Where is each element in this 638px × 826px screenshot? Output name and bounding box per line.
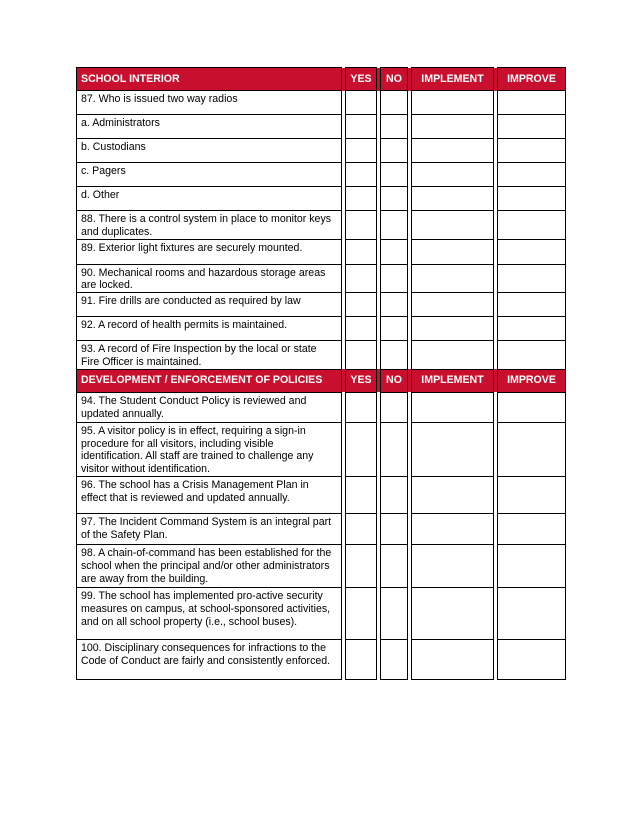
answer-box-improve[interactable]	[498, 293, 566, 317]
checklist-row	[77, 293, 566, 317]
answer-box-yes[interactable]	[346, 587, 377, 639]
answer-box-improve[interactable]	[498, 239, 566, 264]
answer-box-improve[interactable]	[498, 392, 566, 422]
answer-box-no[interactable]	[381, 211, 408, 240]
answer-box-no[interactable]	[381, 422, 408, 476]
answer-box-yes[interactable]	[346, 639, 377, 679]
answer-box-yes[interactable]	[346, 422, 377, 476]
answer-box-no[interactable]	[381, 115, 408, 139]
checklist-row	[77, 115, 566, 139]
answer-box-no[interactable]	[381, 264, 408, 293]
answer-box-improve[interactable]	[498, 91, 566, 115]
question-text: 94. The Student Conduct Policy is reviewed and updated annually.	[77, 392, 342, 422]
question-text: 91. Fire drills are conducted as required by law	[77, 293, 342, 317]
answer-box-improve[interactable]	[498, 317, 566, 341]
answer-box-improve[interactable]	[498, 639, 566, 679]
answer-box-no[interactable]	[381, 187, 408, 211]
answer-box-yes[interactable]	[346, 211, 377, 240]
column-header-yes: YES	[346, 369, 377, 392]
checklist-row	[77, 239, 566, 264]
column-header-improve: IMPROVE	[498, 369, 566, 392]
answer-box-yes[interactable]	[346, 91, 377, 115]
answer-box-improve[interactable]	[498, 422, 566, 476]
question-text: 88. There is a control system in place to monitor keys and duplicates.	[77, 211, 342, 240]
question-text: 89. Exterior light fixtures are securely mounted.	[77, 239, 342, 264]
answer-box-improve[interactable]	[498, 264, 566, 293]
answer-box-implement[interactable]	[412, 211, 494, 240]
answer-box-implement[interactable]	[412, 422, 494, 476]
answer-box-no[interactable]	[381, 392, 408, 422]
answer-box-implement[interactable]	[412, 639, 494, 679]
column-header-no: NO	[381, 369, 408, 392]
answer-box-no[interactable]	[381, 476, 408, 513]
answer-box-implement[interactable]	[412, 239, 494, 264]
question-text: 90. Mechanical rooms and hazardous storage areas are locked.	[77, 264, 342, 293]
answer-box-improve[interactable]	[498, 163, 566, 187]
section-title: DEVELOPMENT / ENFORCEMENT OF POLICIES	[77, 369, 342, 392]
answer-box-no[interactable]	[381, 139, 408, 163]
answer-box-improve[interactable]	[498, 587, 566, 639]
question-text: 98. A chain-of-command has been established for the school when the principal and/or other administrators are away from the building.	[77, 544, 342, 587]
answer-box-no[interactable]	[381, 293, 408, 317]
checklist-row	[77, 341, 566, 370]
question-text: 99. The school has implemented pro-active security measures on campus, at school-sponsored activities, and on all school property (i.e., school buses).	[77, 587, 342, 639]
answer-box-no[interactable]	[381, 239, 408, 264]
answer-box-yes[interactable]	[346, 544, 377, 587]
checklist-body	[77, 68, 566, 680]
answer-box-yes[interactable]	[346, 476, 377, 513]
question-text: 87. Who is issued two way radios	[77, 91, 342, 115]
question-text: 95. A visitor policy is in effect, requiring a sign-in procedure for all visitors, including visible identification. All staff are trained to challenge any visitor without identification.	[77, 422, 342, 476]
checklist-row	[77, 317, 566, 341]
answer-box-implement[interactable]	[412, 163, 494, 187]
answer-box-no[interactable]	[381, 341, 408, 370]
section-title: SCHOOL INTERIOR	[77, 68, 342, 91]
column-header-yes: YES	[346, 68, 377, 91]
checklist-row	[77, 476, 566, 513]
answer-box-no[interactable]	[381, 317, 408, 341]
checklist-row	[77, 587, 566, 639]
question-text: a. Administrators	[77, 115, 342, 139]
column-header-improve: IMPROVE	[498, 68, 566, 91]
answer-box-implement[interactable]	[412, 392, 494, 422]
answer-box-yes[interactable]	[346, 341, 377, 370]
question-text: 96. The school has a Crisis Management Plan in effect that is reviewed and updated annually.	[77, 476, 342, 513]
checklist-row	[77, 264, 566, 293]
checklist-row	[77, 422, 566, 476]
column-header-implement: IMPLEMENT	[412, 369, 494, 392]
answer-box-yes[interactable]	[346, 293, 377, 317]
answer-box-improve[interactable]	[498, 187, 566, 211]
question-text: 93. A record of Fire Inspection by the local or state Fire Officer is maintained.	[77, 341, 342, 370]
answer-box-implement[interactable]	[412, 139, 494, 163]
answer-box-implement[interactable]	[412, 91, 494, 115]
checklist-table	[76, 67, 566, 680]
answer-box-implement[interactable]	[412, 341, 494, 370]
answer-box-yes[interactable]	[346, 317, 377, 341]
checklist-row	[77, 392, 566, 422]
answer-box-improve[interactable]	[498, 544, 566, 587]
answer-box-improve[interactable]	[498, 513, 566, 544]
answer-box-no[interactable]	[381, 513, 408, 544]
answer-box-no[interactable]	[381, 91, 408, 115]
answer-box-yes[interactable]	[346, 115, 377, 139]
answer-box-implement[interactable]	[412, 317, 494, 341]
answer-box-implement[interactable]	[412, 264, 494, 293]
answer-box-yes[interactable]	[346, 392, 377, 422]
checklist-row	[77, 139, 566, 163]
answer-box-yes[interactable]	[346, 139, 377, 163]
answer-box-yes[interactable]	[346, 163, 377, 187]
answer-box-implement[interactable]	[412, 544, 494, 587]
question-text: c. Pagers	[77, 163, 342, 187]
answer-box-implement[interactable]	[412, 513, 494, 544]
section-header-row	[77, 68, 566, 91]
checklist-row	[77, 639, 566, 679]
answer-box-yes[interactable]	[346, 187, 377, 211]
checklist-row	[77, 187, 566, 211]
answer-box-no[interactable]	[381, 639, 408, 679]
question-text: b. Custodians	[77, 139, 342, 163]
checklist-row	[77, 513, 566, 544]
checklist-row	[77, 163, 566, 187]
question-text: d. Other	[77, 187, 342, 211]
answer-box-implement[interactable]	[412, 293, 494, 317]
answer-box-improve[interactable]	[498, 476, 566, 513]
answer-box-yes[interactable]	[346, 513, 377, 544]
column-header-implement: IMPLEMENT	[412, 68, 494, 91]
checklist-row	[77, 211, 566, 240]
column-header-no: NO	[381, 68, 408, 91]
answer-box-improve[interactable]	[498, 211, 566, 240]
checklist-row	[77, 544, 566, 587]
answer-box-implement[interactable]	[412, 476, 494, 513]
answer-box-implement[interactable]	[412, 187, 494, 211]
answer-box-no[interactable]	[381, 163, 408, 187]
answer-box-no[interactable]	[381, 587, 408, 639]
answer-box-yes[interactable]	[346, 264, 377, 293]
question-text: 92. A record of health permits is maintained.	[77, 317, 342, 341]
answer-box-improve[interactable]	[498, 115, 566, 139]
question-text: 97. The Incident Command System is an integral part of the Safety Plan.	[77, 513, 342, 544]
checklist-row	[77, 91, 566, 115]
section-header-row	[77, 369, 566, 392]
answer-box-implement[interactable]	[412, 115, 494, 139]
answer-box-improve[interactable]	[498, 139, 566, 163]
answer-box-improve[interactable]	[498, 341, 566, 370]
answer-box-yes[interactable]	[346, 239, 377, 264]
answer-box-implement[interactable]	[412, 587, 494, 639]
answer-box-no[interactable]	[381, 544, 408, 587]
question-text: 100. Disciplinary consequences for infractions to the Code of Conduct are fairly and consistently enforced.	[77, 639, 342, 679]
